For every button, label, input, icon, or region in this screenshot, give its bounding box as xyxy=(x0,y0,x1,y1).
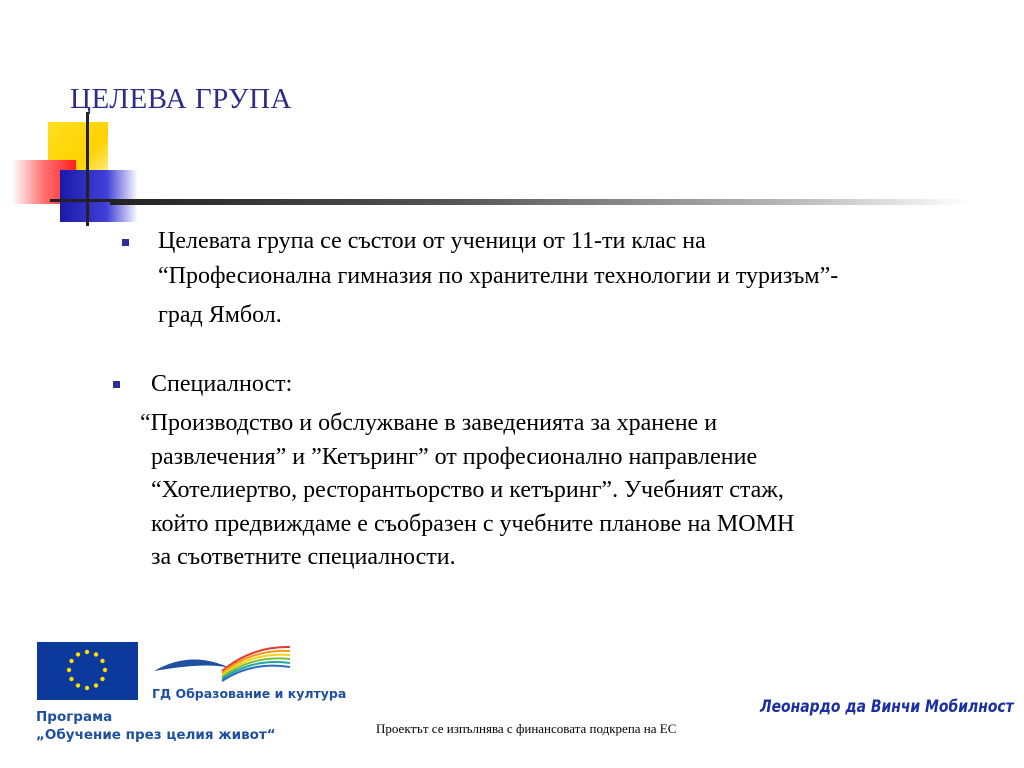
funding-note: Проектът се изпълнява с финансовата подкрепа на ЕС xyxy=(376,721,677,736)
program-label xyxy=(36,708,276,744)
slide-title: ЦЕЛЕВА ГРУПА xyxy=(70,83,292,115)
specialty-description xyxy=(140,407,794,575)
bullet-target-group xyxy=(158,224,838,333)
eu-flag-logo xyxy=(37,642,138,700)
title-divider xyxy=(110,199,970,205)
swoosh-icon xyxy=(152,641,292,686)
decor-vertical-line xyxy=(86,112,89,226)
eu-stars-icon xyxy=(37,642,138,700)
bullet-icon xyxy=(122,239,129,246)
program-line: Програма xyxy=(36,709,113,725)
bullet-icon xyxy=(113,381,120,388)
text-line: “Производство и обслужване в заведенията за хранене и xyxy=(140,410,718,436)
text-line: “Професионална гимназия по хранителни технологии и туризъм”- xyxy=(158,263,839,289)
dg-education-culture-label: ГД Образование и култура xyxy=(152,686,347,701)
lifelong-learning-logo xyxy=(152,641,292,686)
text-line: за съответните специалности. xyxy=(151,544,456,570)
text-line: развлечения” и ”Кетъринг” от професионално направление xyxy=(151,443,758,470)
text-line: “Хотелиертво, ресторантьорство и кетъринг”. Учебният стаж, xyxy=(151,477,784,503)
decor-blue-square xyxy=(60,170,138,222)
program-line: „Обучение през целия живот“ xyxy=(36,727,276,743)
specialty-label: Специалност: xyxy=(151,371,293,397)
text-line: който предвиждаме е съобразен с учебните планове на МОМН xyxy=(151,510,795,537)
leonardo-da-vinci-logo: Леонардо да Винчи Мобилност xyxy=(760,697,1014,717)
text-line: град Ямбол. xyxy=(158,302,282,328)
text-line: Целевата група се състои от ученици от 11-ти клас на xyxy=(158,228,706,254)
